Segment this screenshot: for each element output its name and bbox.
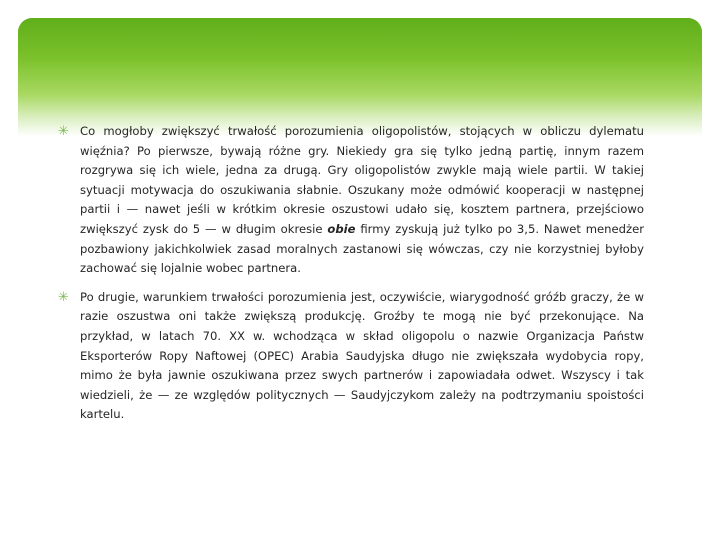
slide-body: [58, 122, 645, 434]
bullet-text-before: Co mogłoby zwiększyć trwałość porozumienia oligopolistów, stojących w obliczu dylematu więźnia? Po pierwsze, bywają różne gry. Niekiedy gra się tylko jedną partię, innym razem rozgrywa się ich wiele, jedna za drugą. Gry oligopolistów zwykle mają wiele partii. W takiej sytuacji motywacja do oszukiwania słabnie. Oszukany może odmówić kooperacji w następnej partii i — nawet jeśli w krótkim okresie oszustowi udało się, kosztem partnera, przejściowo zwiększyć zysk do 5 — w długim okresie: [80, 124, 644, 236]
bullet-item-2: [58, 288, 644, 425]
asterisk-bullet-icon: ✳: [58, 124, 69, 139]
header-gradient-band: [18, 18, 702, 136]
asterisk-bullet-icon: ✳: [58, 289, 69, 305]
bullet-emphasis: obie: [327, 221, 356, 236]
bullet-text: Po drugie, warunkiem trwałości porozumienia jest, oczywiście, wiarygodność gróźb graczy, że w razie oszustwa oni także zwiększą produkcję. Groźby te mogą nie być przekonujące. Na przykład, w latach 70. XX w. wchodząca w skład oligopolu o nazwie Organizacja Państw Eksporterów Ropy Naftowej (OPEC) Arabia Saudyjska długo nie zwiększała wydobycia ropy, mimo że była jawnie oszukiwana przez swych partnerów i zapowiadała odwet. Wszyscy i tak wiedzieli, że — ze względów politycznych — Saudyjczykom zależy na podtrzymaniu spoistości kartelu.: [80, 289, 644, 422]
bullet-text-after: firmy zyskują już tylko po 3,5. Nawet menedżer pozbawiony jakichkolwiek zasad moralnych zastanowi się wówczas, czy nie korzystniej byłoby zachować się lojalnie wobec partnera.: [80, 221, 645, 276]
bullet-item-1: [58, 122, 645, 279]
